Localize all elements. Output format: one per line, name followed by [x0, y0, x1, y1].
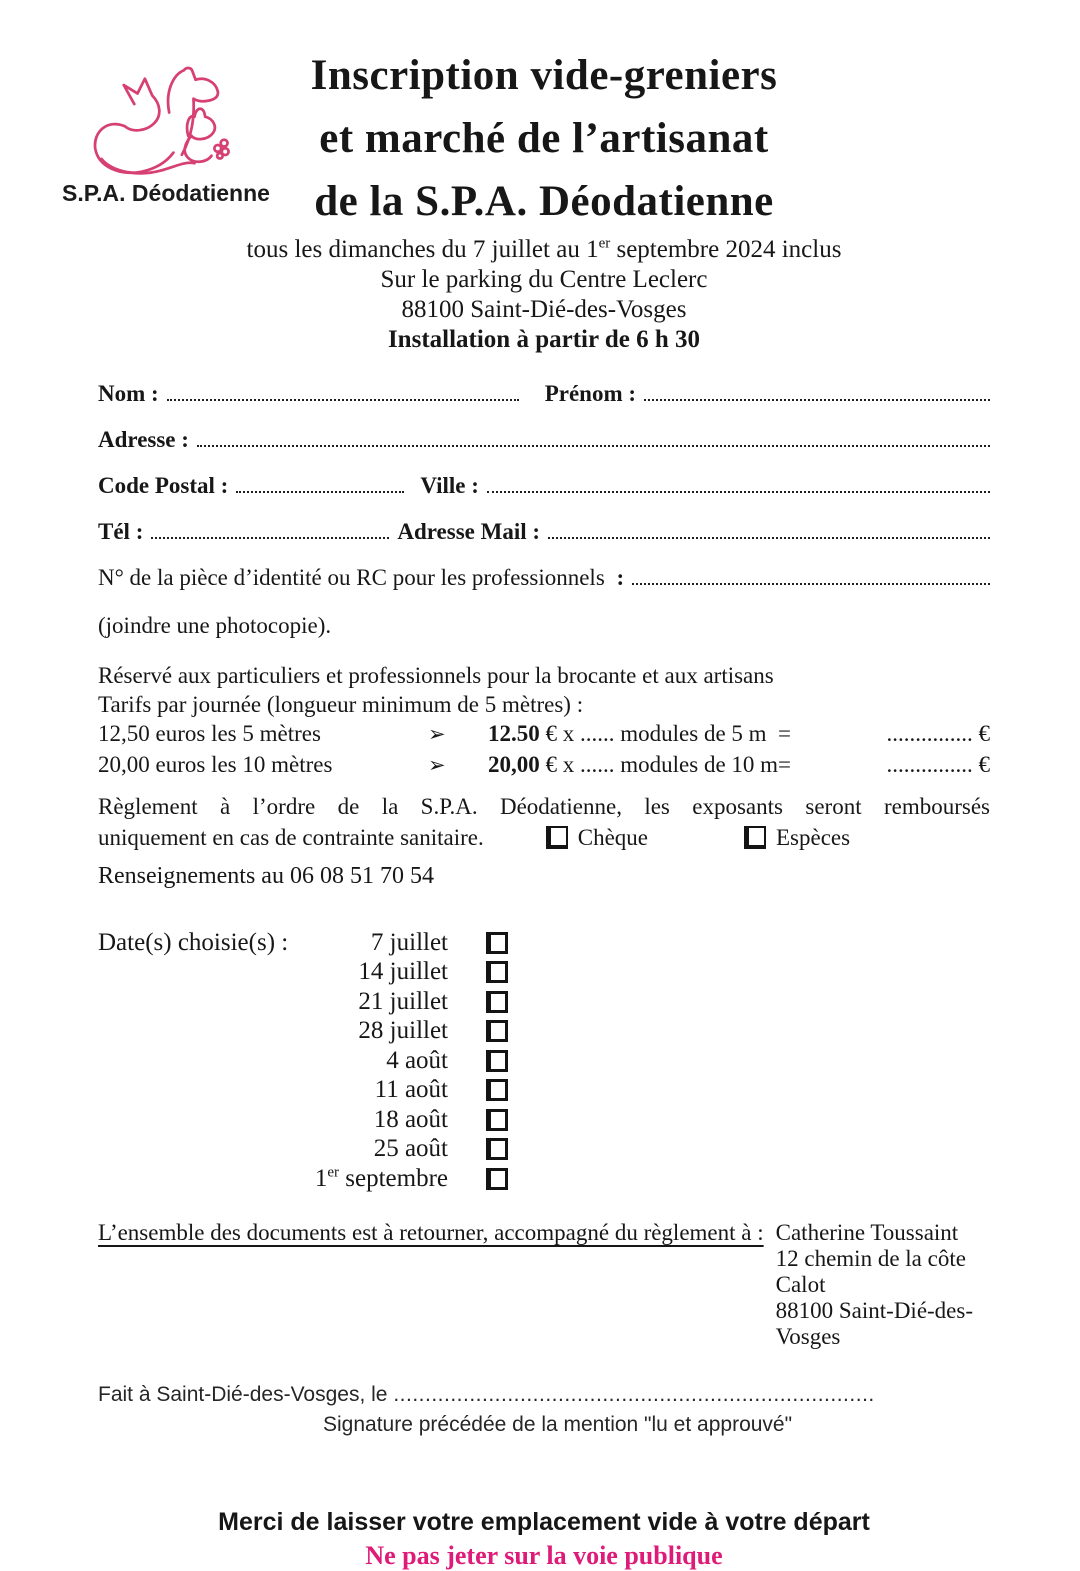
ville-input-line[interactable]	[487, 491, 990, 493]
title-line-3: de la S.P.A. Déodatienne	[314, 178, 774, 225]
adresse-input-line[interactable]	[197, 445, 990, 447]
field-label-piece-identite: N° de la pièce d’identité ou RC pour les professionnels	[98, 565, 605, 590]
event-city-line: 88100 Saint-Dié-des-Vosges	[401, 296, 687, 323]
spa-animals-logo-icon	[76, 66, 256, 178]
logo-caption: S.P.A. Déodatienne	[62, 180, 270, 206]
event-installation-line: Installation à partir de 6 h 30	[387, 326, 701, 353]
field-label-ville: Ville :	[420, 473, 479, 498]
date-checkbox[interactable]	[486, 1109, 508, 1131]
especes-label: Espèces	[776, 825, 851, 850]
field-label-code-postal: Code Postal :	[98, 473, 229, 498]
signature-place-date-row	[98, 1380, 990, 1410]
return-contact-name: Catherine Toussaint	[775, 1219, 959, 1245]
date-row	[293, 1076, 508, 1106]
date-checkbox[interactable]	[486, 1168, 508, 1190]
payment-section	[98, 791, 990, 892]
arrow-right-icon: ➢	[428, 722, 446, 746]
address-row	[98, 427, 990, 451]
date-label: 11 août	[374, 1076, 448, 1104]
code-postal-input-line[interactable]	[236, 491, 404, 493]
cheque-label: Chèque	[577, 825, 648, 850]
date-label: 7 juillet	[370, 928, 448, 956]
date-row	[293, 1105, 508, 1135]
tarif-5m-amount-line[interactable]: ............... €	[886, 721, 990, 746]
event-details	[98, 235, 990, 355]
field-label-piece-colon: :	[610, 565, 625, 590]
tarif-row-10m	[98, 750, 990, 781]
return-section	[98, 1220, 990, 1350]
payment-option-cheque	[546, 822, 648, 853]
footer-leave-clean: Merci de laisser votre emplacement vide à votre départ	[218, 1507, 870, 1536]
cheque-checkbox[interactable]	[546, 826, 568, 849]
registration-form-page	[0, 44, 1080, 1570]
tarifs-section	[98, 661, 990, 780]
return-address-block	[776, 1220, 990, 1350]
signature-mention: Signature précédée de la mention "lu et approuvé"	[323, 1412, 793, 1436]
date-label: 18 août	[373, 1105, 448, 1133]
date-row	[293, 928, 508, 958]
tarif-10m-amount-line[interactable]: ............... €	[886, 751, 990, 777]
dates-label: Date(s) choisie(s) :	[98, 929, 289, 956]
event-dates-line: tous les dimanches du 7 juillet au 1er septembre 2024 inclus	[246, 235, 842, 263]
return-address-line1: 12 chemin de la côte Calot	[775, 1245, 966, 1297]
event-location-line: Sur le parking du Centre Leclerc	[380, 266, 708, 293]
footer-no-litter: Ne pas jeter sur la voie publique	[365, 1540, 723, 1570]
return-address-line2: 88100 Saint-Dié-des-Vosges	[775, 1297, 974, 1349]
especes-checkbox[interactable]	[744, 826, 766, 849]
tarifs-intro-line: Réservé aux particuliers et professionnels pour la brocante et aux artisans	[98, 663, 774, 688]
tarifs-perday-line: Tarifs par journée (longueur minimum de 5 mètres) :	[98, 692, 584, 717]
date-row	[293, 1017, 508, 1047]
field-label-tel: Tél :	[98, 519, 144, 544]
payment-text-line2: uniquement en cas de contrainte sanitaire.	[98, 825, 484, 850]
fait-a-label: Fait à Saint-Dié-des-Vosges, le	[98, 1382, 394, 1406]
contact-phone-line: Renseignements au 06 08 51 70 54	[98, 863, 434, 889]
tarif-5m-label: 12,50 euros les 5 mètres	[98, 721, 321, 746]
identity-form	[98, 381, 990, 641]
title-line-1: Inscription vide-greniers	[310, 52, 778, 99]
field-label-adresse: Adresse :	[98, 427, 189, 452]
nom-input-line[interactable]	[167, 399, 519, 401]
id-number-row	[98, 565, 990, 589]
date-checkbox[interactable]	[486, 1050, 508, 1072]
tarif-row-5m	[98, 719, 990, 750]
tel-input-line[interactable]	[151, 537, 389, 539]
title-line-2: et marché de l’artisanat	[319, 115, 769, 162]
payment-option-especes	[744, 822, 850, 853]
piece-identite-input-line[interactable]	[632, 583, 990, 585]
date-label: 1er septembre	[314, 1164, 448, 1192]
date-label: 4 août	[386, 1046, 448, 1074]
signature-section	[98, 1380, 990, 1440]
mail-input-line[interactable]	[548, 537, 990, 539]
return-instruction: L’ensemble des documents est à retourner, accompagné du règlement à :	[98, 1219, 764, 1245]
arrow-right-icon: ➢	[428, 752, 446, 777]
field-label-mail: Adresse Mail :	[397, 519, 541, 544]
photocopy-note: (joindre une photocopie).	[98, 613, 332, 638]
date-input-line[interactable]: ............................................................................	[393, 1382, 875, 1406]
date-checkbox[interactable]	[486, 1079, 508, 1101]
date-row	[293, 987, 508, 1017]
dates-section	[98, 928, 990, 1194]
payment-text-line2-row	[98, 822, 990, 853]
field-label-prenom: Prénom :	[544, 381, 637, 406]
postal-city-row	[98, 473, 990, 497]
prenom-input-line[interactable]	[644, 399, 990, 401]
date-checkbox[interactable]	[486, 961, 508, 983]
spa-logo	[48, 66, 284, 207]
tarif-10m-label: 20,00 euros les 10 mètres	[98, 751, 333, 777]
date-row	[293, 958, 508, 988]
date-label: 14 juillet	[358, 958, 448, 986]
date-row	[293, 1135, 508, 1165]
date-checkbox[interactable]	[486, 991, 508, 1013]
date-row	[293, 1046, 508, 1076]
date-label: 25 août	[373, 1135, 448, 1163]
phone-mail-row	[98, 519, 990, 543]
name-row	[98, 381, 990, 405]
date-checkbox[interactable]	[486, 932, 508, 954]
date-label: 28 juillet	[358, 1017, 448, 1045]
date-checkbox[interactable]	[486, 1020, 508, 1042]
date-checkbox[interactable]	[486, 1138, 508, 1160]
field-label-nom: Nom :	[98, 381, 159, 406]
tarif-5m-formula: 12.50 € x ...... modules de 5 m =	[488, 721, 792, 746]
payment-text-line1: Règlement à l’ordre de la S.P.A. Déodatienne, les exposants seront remboursés	[98, 794, 990, 819]
date-label: 21 juillet	[358, 987, 448, 1015]
dates-list	[293, 928, 508, 1194]
tarif-10m-formula: 20,00 € x ...... modules de 10 m=	[488, 751, 792, 777]
date-row	[293, 1164, 508, 1194]
